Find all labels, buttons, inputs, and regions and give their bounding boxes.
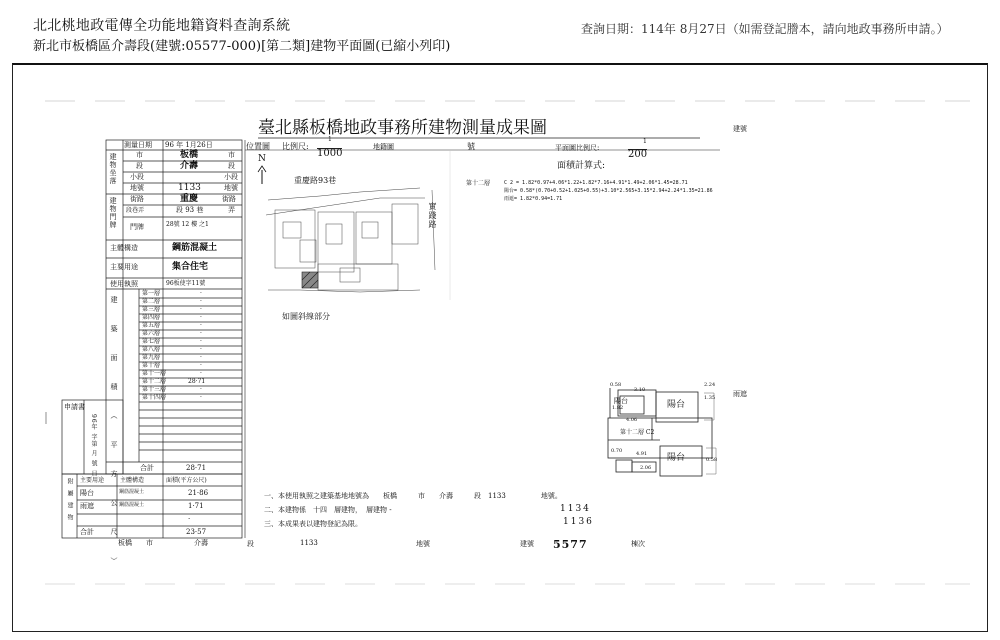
footer-build-label: 建號 [520,540,534,548]
plan-balcony-2: 陽台 [667,400,686,410]
street-label: 街路 [130,195,144,203]
note-1: 一、本使用執照之建築基地地號為 板橋 市 介壽 段 1133 地號。 [264,492,562,500]
number-label: 號 [467,142,475,151]
floor-total-value: 28·71 [186,464,207,472]
floor-name: 第二層 [142,298,161,305]
use-value: 集合住宅 [172,262,209,272]
door-no-label: 門牌 [130,223,144,231]
city-label: 市 [136,151,143,159]
floor-name: 第五層 [142,322,161,329]
floor-area-value: · [200,306,202,313]
appendix-total-value: 23·57 [186,528,207,536]
scale-label: 比例尺: [282,142,309,151]
lot-value: 1133 [178,183,201,193]
floor-name: 第十層 [142,362,161,369]
subsection-label: 小段 [130,173,144,181]
floor-area-value: · [200,394,202,401]
structure-label: 主體構造 [110,244,138,252]
plan-dim-10: 0.58 [706,457,718,463]
floor-area-value: · [200,370,202,377]
note-number-1136: 1136 [563,517,594,527]
street-unit: 街路 [222,195,236,203]
plan-dim-1: 0.58 [610,382,622,388]
survey-document-title: 臺北縣板橋地政事務所建物測量成果圖 [258,118,547,138]
calc-line-1: C 2 = 1.82*0.97+4.06*1.22+1.82*7.16+4.91*1.49+2.06*1.45=28.71 [504,180,688,186]
street-value: 重慶 [180,194,199,204]
build-no-label: 建號 [733,125,747,133]
survey-date-label: 測量日期 [124,141,152,149]
plan-dim-3: 4.06 [626,417,638,423]
bldg-location-label: 建物坐落 [109,153,117,185]
note-3: 三、本成果表以建物登記為限。 [264,520,362,528]
structure-value: 鋼筋混凝土 [172,243,218,253]
cadastral-map-label: 地籍圖 [373,143,394,151]
floor-area-value: · [200,354,202,361]
door-no-value: 28號 12 樓 之1 [166,221,209,228]
appendix-struct: 鋼筋混凝土 [119,489,145,495]
floor-area-value: · [200,290,202,297]
calc-floor-label: 第十二層 [466,180,491,187]
section-unit: 段 [228,162,235,170]
plan-unit-label: 第十二層 C2 [620,429,655,436]
appendix-area: 21·86 [188,489,209,497]
floor-name: 第八層 [142,346,161,353]
floor-area-value: · [200,362,202,369]
scale-denominator: 1000 [317,148,343,159]
floor-name: 第十四層 [142,394,167,401]
appendix-label: 附屬建物 [66,478,73,526]
plan-dim-2: 3.10 [634,387,646,393]
floor-name: 第九層 [142,354,161,361]
road2-label: 實踐路 [428,202,437,229]
floor-area-value: 28·71 [188,378,206,385]
footer-lot-unit: 地號 [416,540,430,548]
floor-area-label: 建築面積（平方公尺） [110,296,118,586]
lane-value: 段 93 巷 [176,206,204,214]
document-subtitle: 新北市板橋區介壽段(建號:05577-000)[第二類]建物平面圖(已縮小列印) [33,39,451,54]
floor-name: 第十二層 [142,378,167,385]
plan-balcony-1: 陽台 [614,397,628,405]
license-label: 使用執照 [110,280,138,288]
footer-lot: 1133 [300,539,318,547]
appendix-header-area: 面積(平方公尺) [166,477,207,484]
floor-area-value: · [200,346,202,353]
floor-name: 第七層 [142,338,161,345]
floor-total-label: 合計 [140,464,154,472]
note-floor-label: 層建物 - [366,506,392,514]
appendix-use: 陽台 [80,489,94,497]
license-value: 96板使字11號 [166,280,206,287]
floor-name: 第三層 [142,306,161,313]
appendix-header-struct: 主體構造 [120,477,145,484]
footer-build-number: 5577 [553,538,588,551]
plan-dim-8: 4.91 [636,451,648,457]
footer-section-unit: 段 [247,540,254,548]
application-number: 96年 字第 月 號 日 [90,414,97,478]
application-label: 申請書 [64,403,85,411]
use-label: 主要用途 [110,263,138,271]
city-value: 板橋 [180,150,199,160]
floor-area-value: · [200,338,202,345]
system-title: 北北桃地政電傳全功能地籍資料查詢系統 [33,18,291,34]
query-date: 查詢日期：114年 8月27日（如需登記謄本，請向地政事務所申請。） [581,22,949,36]
note-2: 二、本建物係 十四 層建物， [264,506,362,514]
city-unit: 市 [228,151,235,159]
floor-area-value: · [200,330,202,337]
area-calc-label: 面積計算式: [557,161,606,171]
lot-unit: 地號 [224,184,238,192]
lot-label: 地號 [130,184,144,192]
plan-dim-6: 1.35 [704,395,716,401]
plan-balcony-3: 陽台 [667,453,686,463]
floor-name: 第六層 [142,330,161,337]
appendix-total-label: 合計 [80,528,94,536]
appendix-struct: 鋼筋混凝土 [119,502,145,508]
calc-line-2: 陽台= 0.58*(0.70+0.52+1.025+0.55)+3.10*2.565+3.15*2.94+2.24*1.35=21.86 [504,188,713,194]
footer-city: 板橋 市 [118,539,153,547]
appendix-area: 1·71 [188,502,204,510]
plan-scale-label: 平面圖比例尺: [555,144,600,152]
scale-numerator: 1 [328,136,332,143]
lane-label: 段巷弄 [126,207,145,214]
north-label: N [258,154,266,164]
road-label: 重慶路93巷 [294,176,337,185]
floor-area-value: · [200,298,202,305]
footer-copy: 棟次 [631,540,645,548]
floor-name: 第十一層 [142,370,167,377]
door-label: 建物門牌 [109,197,117,229]
appendix-header-use: 主要用途 [80,477,105,484]
floor-area-value: · [200,386,202,393]
plan-scale-numerator: 1 [643,138,647,145]
section-label: 段 [136,162,143,170]
section-value: 介壽 [180,161,199,171]
subsection-unit: 小段 [224,173,238,181]
survey-date-value: 96 年 1月26日 [165,141,213,149]
calc-line-3: 雨遮= 1.82*0.94=1.71 [504,196,563,202]
plan-dim-5: 2.24 [704,382,716,388]
appendix-use: 雨遮 [80,502,94,510]
floor-name: 第一層 [142,290,161,297]
plan-rain-label: 雨遮 [733,390,747,398]
lane-unit: 弄 [228,206,235,214]
floor-name: 第四層 [142,314,161,321]
plan-dim-7: 0.70 [611,448,623,454]
hatched-note: 如圖斜線部分 [282,312,330,321]
floor-area-value: · [200,314,202,321]
floor-name: 第十三層 [142,386,167,393]
floor-area-value: · [200,322,202,329]
plan-scale-denominator: 200 [628,149,648,160]
footer-section: 介壽 [194,539,208,547]
plan-dim-4: 1.82 [612,405,624,411]
note-number-1134: 1134 [560,504,591,514]
appendix-area: · [188,515,191,523]
location-map-label: 位置圖 [246,142,270,151]
plan-dim-9: 2.06 [640,465,652,471]
